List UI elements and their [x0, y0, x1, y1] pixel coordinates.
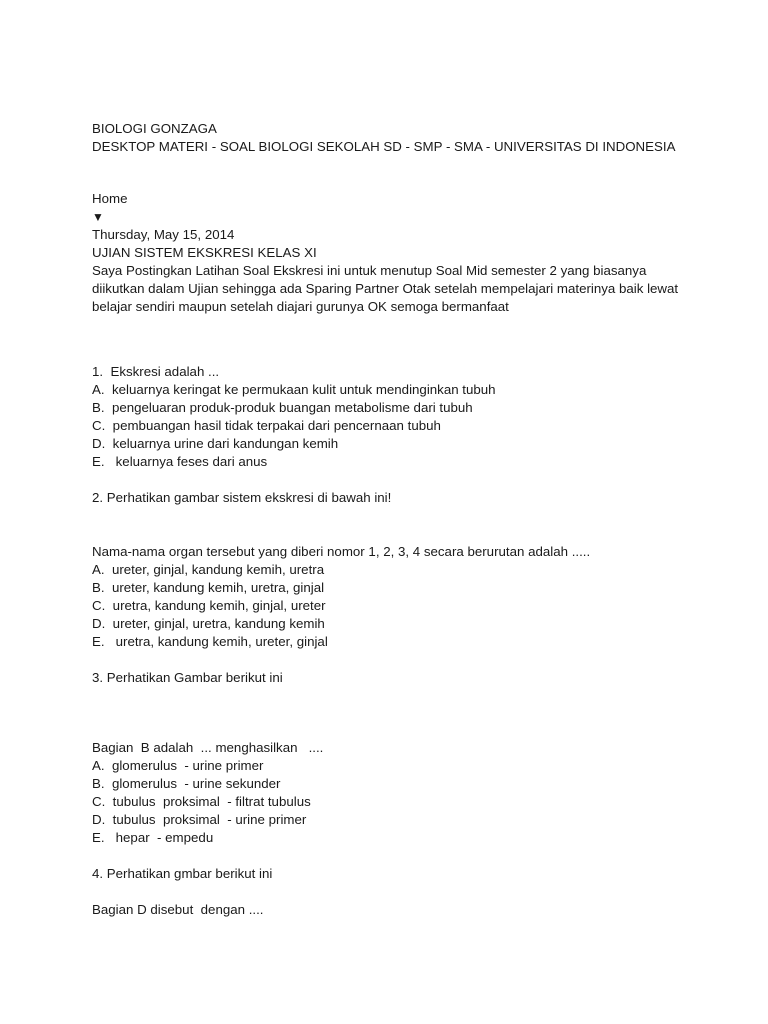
answer-option: C. tubulus proksimal - filtrat tubulus	[92, 794, 311, 809]
question-stem: 1. Ekskresi adalah ...	[92, 364, 220, 379]
answer-option: B. glomerulus - urine sekunder	[92, 776, 281, 791]
answer-option: B. pengeluaran produk-produk buangan metabolisme dari tubuh	[92, 400, 473, 415]
question-4	[92, 865, 692, 919]
question-sub-stem: Bagian B adalah ... menghasilkan ....	[92, 740, 324, 755]
answer-option: E. uretra, kandung kemih, ureter, ginjal	[92, 634, 328, 649]
question-stem: 3. Perhatikan Gambar berikut ini	[92, 670, 283, 685]
question-sub-stem: Bagian D disebut dengan ....	[92, 902, 264, 917]
post-intro: Saya Postingkan Latihan Soal Ekskresi ini untuk menutup Soal Mid semester 2 yang biasanya diikutkan dalam Ujian sehingga ada Sparing Partner Otak setelah mempelajari materinya baik lewat belajar sendiri maupun setelah diajari gurunya OK semoga bermanfaat	[92, 263, 682, 314]
dropdown-arrow-icon[interactable]: ▼	[92, 210, 104, 224]
question-stem: 2. Perhatikan gambar sistem ekskresi di bawah ini!	[92, 490, 392, 505]
answer-option: A. keluarnya keringat ke permukaan kulit untuk mendinginkan tubuh	[92, 382, 496, 397]
question-3	[92, 669, 692, 847]
nav-home-link[interactable]: Home	[92, 191, 128, 206]
post-date: Thursday, May 15, 2014	[92, 227, 235, 242]
answer-option: D. ureter, ginjal, uretra, kandung kemih	[92, 616, 325, 631]
answer-option: C. uretra, kandung kemih, ginjal, ureter	[92, 598, 326, 613]
question-1	[92, 363, 692, 471]
question-sub-stem: Nama-nama organ tersebut yang diberi nomor 1, 2, 3, 4 secara berurutan adalah .....	[92, 544, 591, 559]
document-page	[92, 120, 692, 919]
answer-option: D. tubulus proksimal - urine primer	[92, 812, 307, 827]
answer-option: A. ureter, ginjal, kandung kemih, uretra	[92, 562, 325, 577]
answer-option: D. keluarnya urine dari kandungan kemih	[92, 436, 339, 451]
answer-option: E. keluarnya feses dari anus	[92, 454, 268, 469]
question-stem: 4. Perhatikan gmbar berikut ini	[92, 866, 273, 881]
answer-option: A. glomerulus - urine primer	[92, 758, 264, 773]
answer-option: E. hepar - empedu	[92, 830, 214, 845]
site-title[interactable]: BIOLOGI GONZAGA	[92, 121, 217, 136]
answer-option: C. pembuangan hasil tidak terpakai dari pencernaan tubuh	[92, 418, 441, 433]
site-description: DESKTOP MATERI - SOAL BIOLOGI SEKOLAH SD - SMP - SMA - UNIVERSITAS DI INDONESIA	[92, 139, 676, 154]
post-title[interactable]: UJIAN SISTEM EKSKRESI KELAS XI	[92, 245, 317, 260]
question-2	[92, 489, 692, 651]
answer-option: B. ureter, kandung kemih, uretra, ginjal	[92, 580, 325, 595]
